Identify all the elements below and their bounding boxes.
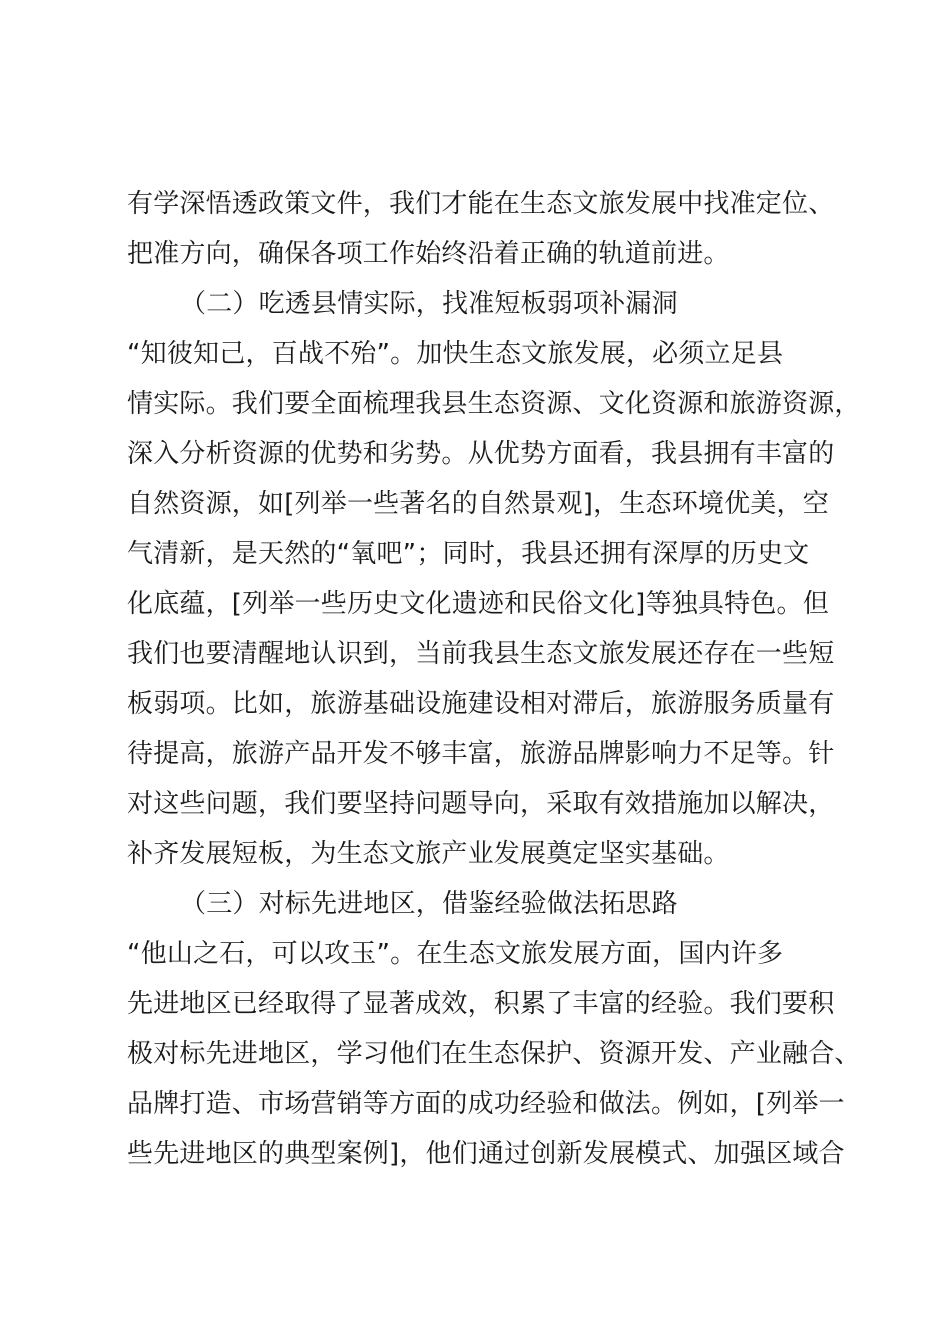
text-line: 对这些问题，我们要坚持问题导向，采取有效措施加以解决， xyxy=(127,789,835,819)
text-line: 我们也要清醒地认识到，当前我县生态文旅发展还存在一些短 xyxy=(127,639,835,669)
text-line: 气清新，是天然的“氧吧”；同时，我县还拥有深厚的历史文 xyxy=(127,539,810,569)
text-line: 深入分析资源的优势和劣势。从优势方面看，我县拥有丰富的 xyxy=(127,439,835,469)
text-line: 先进地区已经取得了显著成效，积累了丰富的经验。我们要积 xyxy=(127,989,835,1019)
text-line: “他山之石，可以攻玉”。在生态文旅发展方面，国内许多 xyxy=(127,939,784,969)
text-line: 补齐发展短板，为生态文旅产业发展奠定坚实基础。 xyxy=(127,839,730,869)
text-line: 待提高，旅游产品开发不够丰富，旅游品牌影响力不足等。针 xyxy=(127,739,835,769)
text-line: “知彼知己，百战不殆”。加快生态文旅发展，必须立足县 xyxy=(127,339,784,369)
text-line: 情实际。我们要全面梳理我县生态资源、文化资源和旅游资源， xyxy=(127,389,861,419)
text-line: 把准方向，确保各项工作始终沿着正确的轨道前进。 xyxy=(127,239,730,269)
section-heading-3: （三）对标先进地区，借鉴经验做法拓思路 xyxy=(180,889,678,919)
text-line: 有学深悟透政策文件，我们才能在生态文旅发展中找准定位、 xyxy=(127,189,835,219)
text-line: 品牌打造、市场营销等方面的成功经验和做法。例如，[列举一 xyxy=(127,1089,845,1119)
text-line: 化底蕴，[列举一些历史文化遗迹和民俗文化]等独具特色。但 xyxy=(127,589,829,619)
text-line: 板弱项。比如，旅游基础设施建设相对滞后，旅游服务质量有 xyxy=(127,689,835,719)
section-heading-2: （二）吃透县情实际，找准短板弱项补漏洞 xyxy=(180,289,678,319)
text-line: 些先进地区的典型案例]，他们通过创新发展模式、加强区域合 xyxy=(127,1139,845,1169)
text-line: 极对标先进地区，学习他们在生态保护、资源开发、产业融合、 xyxy=(127,1039,861,1069)
text-line: 自然资源，如[列举一些著名的自然景观]，生态环境优美，空 xyxy=(127,489,829,519)
